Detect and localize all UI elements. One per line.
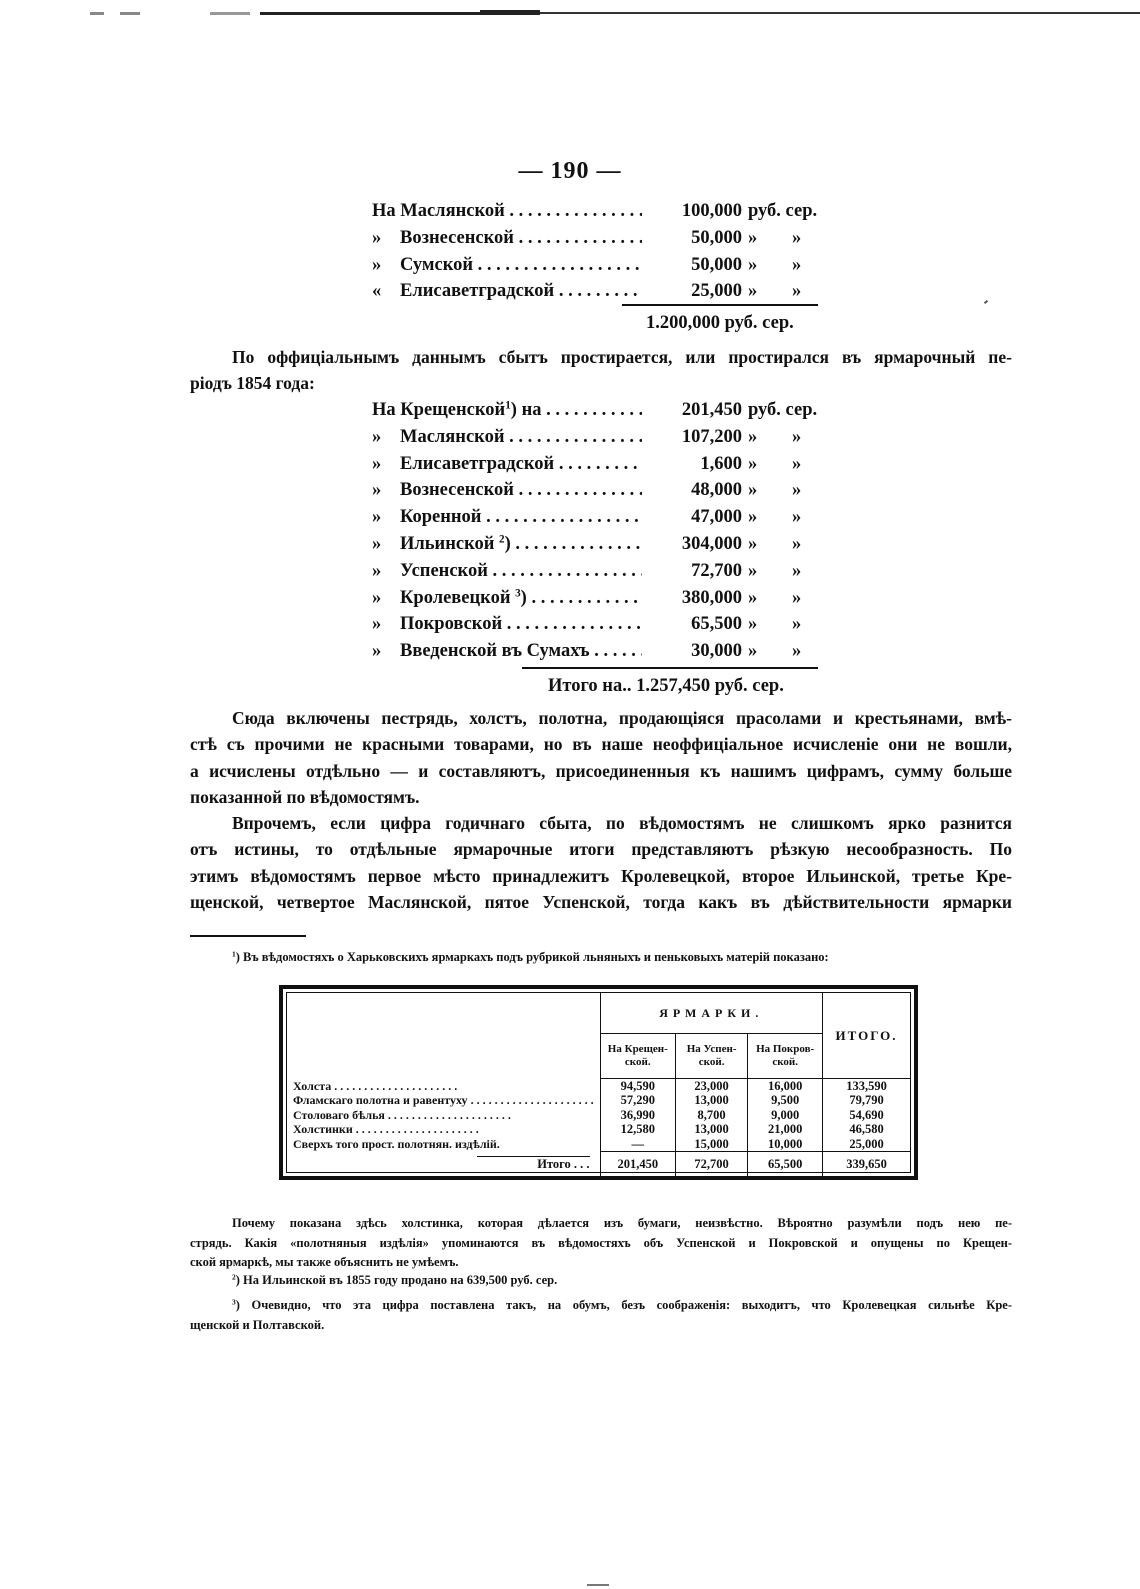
list-row (372, 397, 832, 424)
row-amount: 25,000 (691, 281, 742, 302)
footnote-mark: 1 (232, 949, 236, 959)
row-label: » Вознесенской . . . (372, 477, 642, 504)
ditto-mark: » (792, 480, 802, 501)
header-kreshchenskaya: На Крещен- ской. (600, 1034, 675, 1079)
ditto-mark: » (748, 641, 758, 662)
ditto-mark: » (748, 227, 758, 248)
row-label: » Введенской въ Сумахъ . . . (372, 638, 642, 665)
ditto-mark: » (748, 587, 758, 608)
footnote-1-note: Почему показана здѣсь холстинка, которая дѣлается изъ бумаги, неизвѣстно. Вѣроятно разумѣли подъ нею пе- стрядь. Какія «полотняныя издѣлія» упоминаются въ вѣдомостяхъ объ Успенской и Покровской и опущены по Крещен- ской ярмаркѣ, мы также объяснить не умѣемъ. (190, 1216, 1012, 1269)
ditto-mark: » (792, 614, 802, 635)
ditto-mark: » (792, 560, 802, 581)
row-amount: 201,450 (681, 400, 742, 420)
list-row (372, 638, 832, 665)
list-row (372, 531, 832, 558)
table-row: Холстинки . . . 12,580 13,000 21,000 46,580 (287, 1122, 910, 1136)
ditto-mark: » (792, 533, 802, 554)
list-row (372, 504, 832, 531)
footnote-mark: 2 (232, 1272, 236, 1282)
row-amount: 380,000 (681, 587, 742, 608)
list-row (372, 225, 832, 252)
ditto-mark: » (748, 533, 758, 554)
ditto-mark: » (748, 480, 758, 501)
header-pokrovskaya: На Покров- ской. (748, 1034, 823, 1079)
ditto-mark: » (792, 227, 802, 248)
row-amount: 30,000 (691, 641, 742, 662)
first-list-total: 1.200,000 руб. сер. (646, 313, 794, 333)
footnote-3: $^3$) Очевидно, что эта цифра поставлена такъ, на обумъ, безъ соображенія: выходитъ, что Кролевецкая сильнѣе Кре- щенской и Полтавской. (190, 1297, 1012, 1332)
row-label: » Успенской . . . (372, 558, 642, 585)
paragraph-official-data: По оффиціальнымъ даннымъ сбытъ простирается, или простирался въ ярмарочный пе- ріодъ 1854 года: (190, 347, 1012, 394)
ditto-mark: » (792, 281, 802, 302)
ditto-mark: » (748, 453, 758, 474)
paragraph-discrepancy: Впрочемъ, если цифра годичнаго сбыта, по вѣдомостямъ не слишкомъ ярко разнится отъ истины, то отдѣльные ярмарочные итоги представляютъ рѣзкую несообразность. По этимъ вѣдомостямъ первое мѣсто принадлежитъ Кролевецкой, второе Ильинской, третье Кре- щенской, четвертое Маслянской, пятое Успенской, тогда какъ въ дѣйствительности ярмарки (190, 813, 1012, 912)
row-label: На Крещенской$^1$) на . . . (372, 397, 642, 424)
footnote-ref: 1 (505, 399, 511, 412)
list-row (372, 611, 832, 638)
row-label: На Маслянской . . . (372, 198, 642, 225)
row-label: » Елисаветградской . . . (372, 451, 642, 478)
footnote-ref: 2 (499, 533, 505, 546)
footnote-separator (190, 935, 306, 937)
ditto-mark: » (792, 641, 802, 662)
row-unit: руб. сер. (748, 400, 818, 420)
ditto-mark: » (792, 587, 802, 608)
row-amount: 107,200 (681, 426, 742, 447)
ditto-mark: » (748, 254, 758, 275)
page-number: — 190 — (518, 158, 622, 184)
footnote-mark: 3 (232, 1297, 236, 1307)
first-fair-list (372, 198, 832, 305)
row-amount: 48,000 (691, 480, 742, 501)
row-unit: руб. сер. (748, 201, 818, 221)
sum-rule (622, 304, 818, 306)
list-row (372, 252, 832, 279)
list-row (372, 558, 832, 585)
total-label: Итого на.. (548, 676, 632, 696)
scan-mark (587, 1584, 609, 1586)
list-row (372, 424, 832, 451)
table-row: Сверхъ того прост. полотнян. издѣлій. — 15,000 10,000 25,000 (287, 1137, 910, 1152)
data-table (287, 993, 910, 1176)
row-label: » Кролевецкой $^3$) . . . (372, 585, 642, 612)
second-list-total (548, 676, 784, 697)
scan-edge-artifact (90, 12, 1140, 16)
ditto-mark: » (748, 507, 758, 528)
row-amount: 47,000 (691, 507, 742, 528)
ditto-mark: » (792, 507, 802, 528)
total-value: 1.257,450 руб. сер. (636, 676, 784, 696)
row-amount: 65,500 (691, 614, 742, 635)
ditto-mark: » (792, 453, 802, 474)
list-row (372, 198, 832, 225)
header-total: ИТОГО. (823, 993, 910, 1079)
row-label: » Вознесенской . . . (372, 225, 642, 252)
header-fairs: ЯРМАРКИ. (600, 993, 822, 1034)
ditto-mark: » (748, 426, 758, 447)
list-row (372, 585, 832, 612)
table-row: Холста . . . 94,590 23,000 16,000 133,590 (287, 1079, 910, 1094)
table-row: Фламскаго полотна и равентуху . . . 57,290 13,000 9,500 79,790 (287, 1093, 910, 1107)
list-row (372, 451, 832, 478)
ditto-mark: » (792, 254, 802, 275)
row-label: » Маслянской . . . (372, 424, 642, 451)
row-label: » Ильинской $^2$) . . . (372, 531, 642, 558)
header-uspenskaya: На Успен- ской. (675, 1034, 747, 1079)
row-label: « Елисаветградской . . . (372, 278, 642, 305)
list-row (372, 278, 832, 305)
ditto-mark: » (748, 281, 758, 302)
footnote-1: $^1$) Въ вѣдомостяхъ о Харьковскихъ ярмаркахъ подъ рубрикой льняныхъ и пеньковыхъ матерій показано: (232, 949, 829, 964)
row-label: » Покровской . . . (372, 611, 642, 638)
row-amount: 100,000 (681, 201, 742, 221)
scan-speck (984, 300, 988, 304)
linen-sales-table (279, 985, 918, 1180)
row-label: » Коренной . . . (372, 504, 642, 531)
footnote-ref: 3 (515, 586, 521, 599)
row-amount: 50,000 (691, 254, 742, 275)
list-row (372, 477, 832, 504)
sum-rule (522, 667, 818, 669)
row-amount: 72,700 (691, 560, 742, 581)
ditto-mark: » (748, 560, 758, 581)
ditto-mark: » (748, 614, 758, 635)
row-amount: 1,600 (700, 453, 742, 474)
table-row: Столоваго бѣлья . . . 36,990 8,700 9,000 54,690 (287, 1108, 910, 1122)
second-fair-list (372, 397, 832, 665)
row-label: » Сумской . . . (372, 252, 642, 279)
footnote-2: $^2$) На Ильинской въ 1855 году продано на 639,500 руб. сер. (232, 1272, 558, 1287)
row-amount: 50,000 (691, 227, 742, 248)
ditto-mark: » (792, 426, 802, 447)
table-corner (287, 993, 600, 1079)
row-amount: 304,000 (681, 533, 742, 554)
paragraph-included-goods: Сюда включены пестрядь, холстъ, полотна, продающіяся прасолами и крестьянами, вмѣ- стѣ съ прочими не красными товарами, но въ наше неоффиціальное исчисленіе они не вошли, а исчислены отдѣльно — и составляютъ, присоединенныя къ нашимъ цифрамъ, сумму больше показанной по вѣдомостямъ. (190, 708, 1012, 807)
table-total-row: Итого . . . 201,450 72,700 65,500 339,650 (287, 1152, 910, 1177)
